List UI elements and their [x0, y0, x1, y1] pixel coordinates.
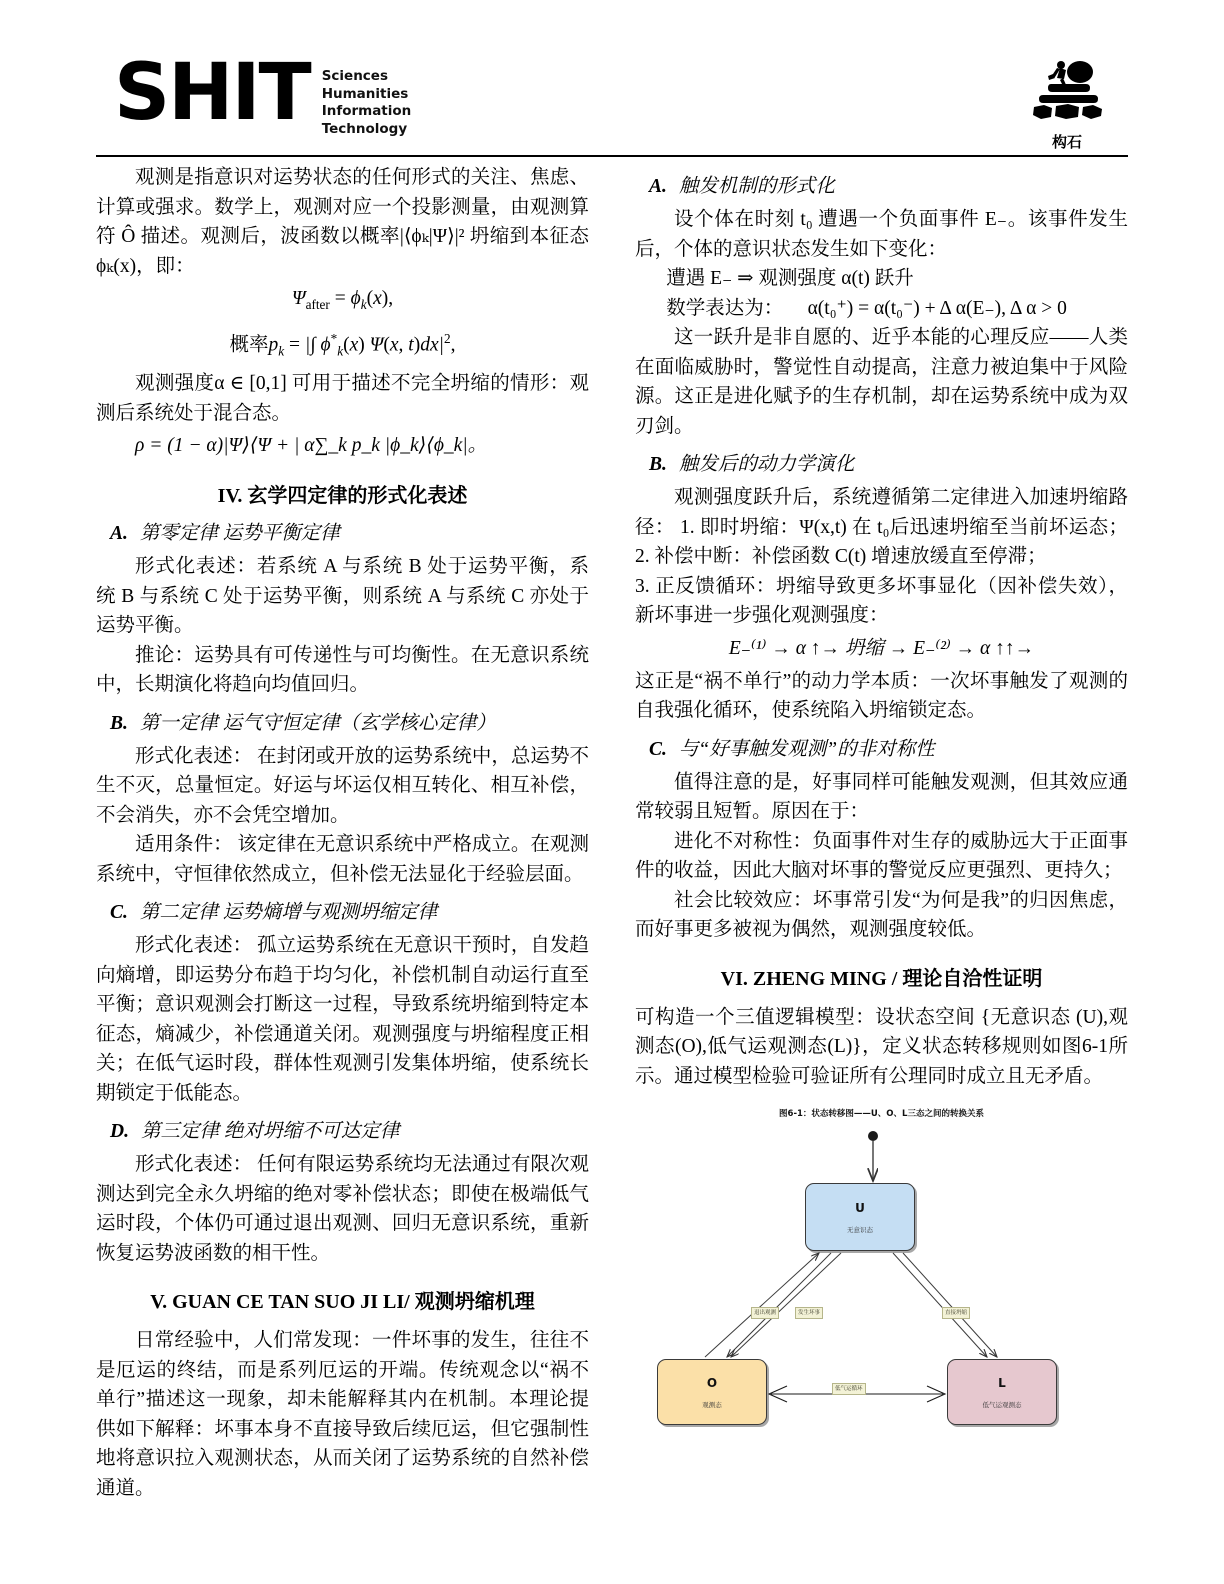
subsection-title-b-left: 第一定律 运气守恒定律（玄学核心定律）: [139, 712, 496, 734]
page-header: [96, 48, 1128, 152]
paragraph-observation-definition: 观测是指意识对运势状态的任何形式的关注、焦虑、计算或强求。数学上，观测对应一个投影测量，由观测算符 Ô 描述。观测后，波函数以概率|⟨ϕₖ|Ψ⟩|² 坍缩到本征态 ϕₖ(x)，即：: [96, 167, 589, 277]
paragraph-trigger-setup: 设个体在时刻 t₀ 遭遇一个负面事件 E₋。该事件发生后，个体的意识状态发生如下变化：: [635, 209, 1128, 260]
subsection-heading-b-right: [635, 451, 1128, 479]
subsection-title-a-right: 触发机制的形式化: [678, 176, 835, 197]
paragraph-asymmetry-intro: 值得注意的是，好事同样可能触发观测，但其效应通常较弱且短暂。原因在于：: [635, 771, 1128, 822]
left-column: [96, 163, 589, 1563]
brand-wordmark: SHIT: [114, 48, 310, 138]
subsection-letter-b-right: B.: [649, 454, 667, 475]
brand-tagline-line-2: Humanities: [321, 85, 409, 102]
stacked-stones-icon: [1024, 54, 1110, 130]
paragraph-three-valued-model: 可构造一个三值逻辑模型：设状态空间 {无意识态 (U),观测态(O),低气运观测态(L)}，定义状态转移规则如图6-1所示。通过模型检验可验证所有公理同时成立且无矛盾。: [635, 1006, 1128, 1087]
brand-tagline-line-1: Sciences: [321, 68, 389, 84]
equation-feedback-loop: E₋⁽¹⁾ → α ↑→ 坍缩 → E₋⁽²⁾ → α ↑↑→: [728, 637, 1035, 659]
figure-edge-label-exit-observation: 退出观测: [751, 1307, 779, 1319]
figure-node-l-sublabel: 低气运观测态: [982, 1400, 1022, 1409]
subsection-letter-a-right: A.: [649, 176, 667, 197]
publisher-logo: [1012, 54, 1122, 152]
subsection-letter-d-left: D.: [110, 1121, 129, 1143]
brand-tagline-line-3: Information: [321, 103, 412, 119]
figure-node-u-sublabel: 无意识态: [847, 1225, 873, 1234]
subsection-heading-c-left: [96, 899, 589, 927]
section-heading-iv: IV. 玄学四定律的形式化表述: [217, 485, 468, 508]
subsection-letter-a-left: A.: [110, 523, 128, 545]
subsection-heading-d-left: [96, 1118, 589, 1146]
subsection-heading-a-left: [96, 520, 589, 548]
subsection-title-c-left: 第二定律 运势熵增与观测坍缩定律: [139, 902, 438, 924]
figure-edge-label-bad-event: 发生坏事: [795, 1307, 823, 1319]
paragraph-social-comparison: 社会比较效应：坏事常引发“为何是我”的归因焦虑，而好事更多被视为偶然，观测强度较低。: [635, 889, 1128, 940]
brand-tagline: [322, 68, 412, 138]
subsection-letter-b-left: B.: [110, 712, 128, 734]
brand-logo: [114, 48, 412, 138]
figure-node-u-label: U: [855, 1200, 865, 1215]
two-column-body: [96, 163, 1128, 1563]
paragraph-evolutionary-asymmetry: 进化不对称性：负面事件对生存的威胁远大于正面事件的收益，因此大脑对坏事的警觉反应更强烈、更持久；: [635, 830, 1128, 881]
subsection-heading-c-right: [635, 736, 1128, 764]
figure-node-o-sublabel: 观测态: [702, 1400, 722, 1409]
paragraph-first-law-statement: 形式化表述： 在封闭或开放的运势系统中，总运势不生不灭，总量恒定。好运与坏运仅相互转化、相互补偿，不会消失，亦不会凭空增加。: [96, 745, 589, 826]
right-column: [635, 163, 1128, 1563]
equation-rho-mixed-state: ρ = (1 − α)|Ψ⟩⟨Ψ + | α∑_k p_k |ϕ_k⟩⟨ϕ_k|。: [135, 435, 488, 457]
equation-trigger-rule: 遭遇 E₋ ⇒ 观测强度 α(t) 跃升: [666, 268, 914, 289]
section-heading-vi: VI. ZHENG MING / 理论自洽性证明: [720, 967, 1043, 990]
subsection-title-d-left: 第三定律 绝对坍缩不可达定律: [140, 1121, 400, 1143]
paragraph-zeroth-law-corollary: 推论：运势具有可传递性与可均衡性。在无意识系统中，长期演化将趋向均值回归。: [96, 644, 589, 696]
figure-state-transition: [635, 1107, 1128, 1447]
subsection-heading-a-right: [635, 173, 1128, 201]
subsection-letter-c-left: C.: [110, 902, 128, 924]
figure-caption: 图6-1：状态转移图——U、O、L三态之间的转换关系: [779, 1109, 984, 1119]
paragraph-trigger-psychology: 这一跃升是非自愿的、近乎本能的心理反应——人类在面临威胁时，警觉性自动提高，注意力被迫集中于风险源。这正是进化赋予的生存机制，却在运势系统中成为双刃剑。: [635, 327, 1128, 437]
subsection-title-c-right: 与“好事触发观测”的非对称性: [678, 738, 935, 760]
figure-edge-label-low-luck-loop: 低气运循环: [832, 1383, 866, 1395]
figure-canvas: [635, 1121, 1128, 1439]
figure-edge-label-direct-collapse: 直接坍缩: [942, 1307, 970, 1319]
paragraph-dynamics-conclusion: 这正是“祸不单行”的动力学本质：一次坏事触发了观测的自我强化循环，使系统陷入坍缩锁定态。: [635, 670, 1128, 721]
subsection-title-b-right: 触发后的动力学演化: [678, 454, 855, 475]
figure-start-dot: [868, 1131, 878, 1141]
equation-probability-pk: 概率$p_k$ = |∫ $\phi^*_k(x)$ Ψ(x, $t)dx|^2$,: [229, 330, 456, 359]
subsection-letter-c-right: C.: [649, 738, 667, 760]
figure-node-o: [657, 1359, 767, 1425]
equation-alpha-jump-body: α(t₀⁺) = α(t₀⁻) + Δ α(E₋), Δ α > 0: [807, 297, 1067, 319]
header-divider: [96, 155, 1128, 157]
paragraph-zeroth-law-statement: 形式化表述：若系统 A 与系统 B 处于运势平衡，系统 B 与系统 C 处于运势平衡，则系统 A 与系统 C 亦处于运势平衡。: [96, 556, 589, 637]
section-heading-v: V. GUAN CE TAN SUO JI LI/ 观测坍缩机理: [150, 1291, 535, 1314]
paragraph-observation-strength: 观测强度α ∈ [0,1] 可用于描述不完全坍缩的情形：观测后系统处于混合态。: [96, 373, 589, 424]
figure-node-l-label: L: [998, 1375, 1006, 1390]
paragraph-dynamics-steps-12: 观测强度跃升后，系统遵循第二定律进入加速坍缩路径： 1. 即时坍缩：Ψ(x,t) 在 t₀后迅速坍缩至当前坏运态； 2. 补偿中断：补偿函数 C(t) 增速放缓直至停滞；: [635, 487, 1128, 567]
equation-alpha-jump-lead: 数学表达为：: [666, 297, 784, 319]
subsection-heading-b-left: [96, 710, 589, 738]
equation-alpha-jump: [635, 294, 1128, 324]
brand-tagline-line-4: Technology: [321, 120, 408, 137]
subsection-title-a-left: 第零定律 运势平衡定律: [139, 523, 340, 545]
figure-node-o-label: O: [706, 1375, 718, 1390]
equation-psi-after: $\Psi_{after} = \phi_k(x)$,: [291, 288, 394, 312]
figure-node-u: [805, 1183, 915, 1251]
paragraph-collapse-mechanism: 日常经验中，人们常发现：一件坏事的发生，往往不是厄运的终结，而是系列厄运的开端。传统观念以“祸不单行”描述这一现象，却未能解释其内在机制。本理论提供如下解释：坏事本身不直接导致后续厄运，但它强制性地将意识拉入观测状态，从而关闭了运势系统的自然补偿通道。: [96, 1330, 589, 1499]
figure-node-l: [947, 1359, 1057, 1425]
paragraph-second-law-statement: 形式化表述： 孤立运势系统在无意识干预时，自发趋向熵增，即运势分布趋于均匀化，补偿机制自动运行直至平衡；意识观测会打断这一过程，导致系统坍缩到特定本征态，熵减少，补偿通道关闭。观测强度与坍缩程度正相关；在低气运时段，群体性观测引发集体坍缩，使系统长期锁定于低能态。: [96, 935, 589, 1104]
paragraph-first-law-conditions: 适用条件： 该定律在无意识系统中严格成立。在观测系统中，守恒律依然成立，但补偿无法显化于经验层面。: [96, 834, 589, 885]
paragraph-third-law-statement: 形式化表述： 任何有限运势系统均无法通过有限次观测达到完全永久坍缩的绝对零补偿状态；即使在极端低气运时段，个体仍可通过退出观测、回归无意识系统，重新恢复运势波函数的相干性。: [96, 1154, 589, 1264]
paragraph-dynamics-step-3: 3. 正反馈循环：坍缩导致更多坏事显化（因补偿失效），新坏事进一步强化观测强度：: [635, 575, 1128, 626]
publisher-logo-caption: 构石: [1051, 133, 1082, 151]
